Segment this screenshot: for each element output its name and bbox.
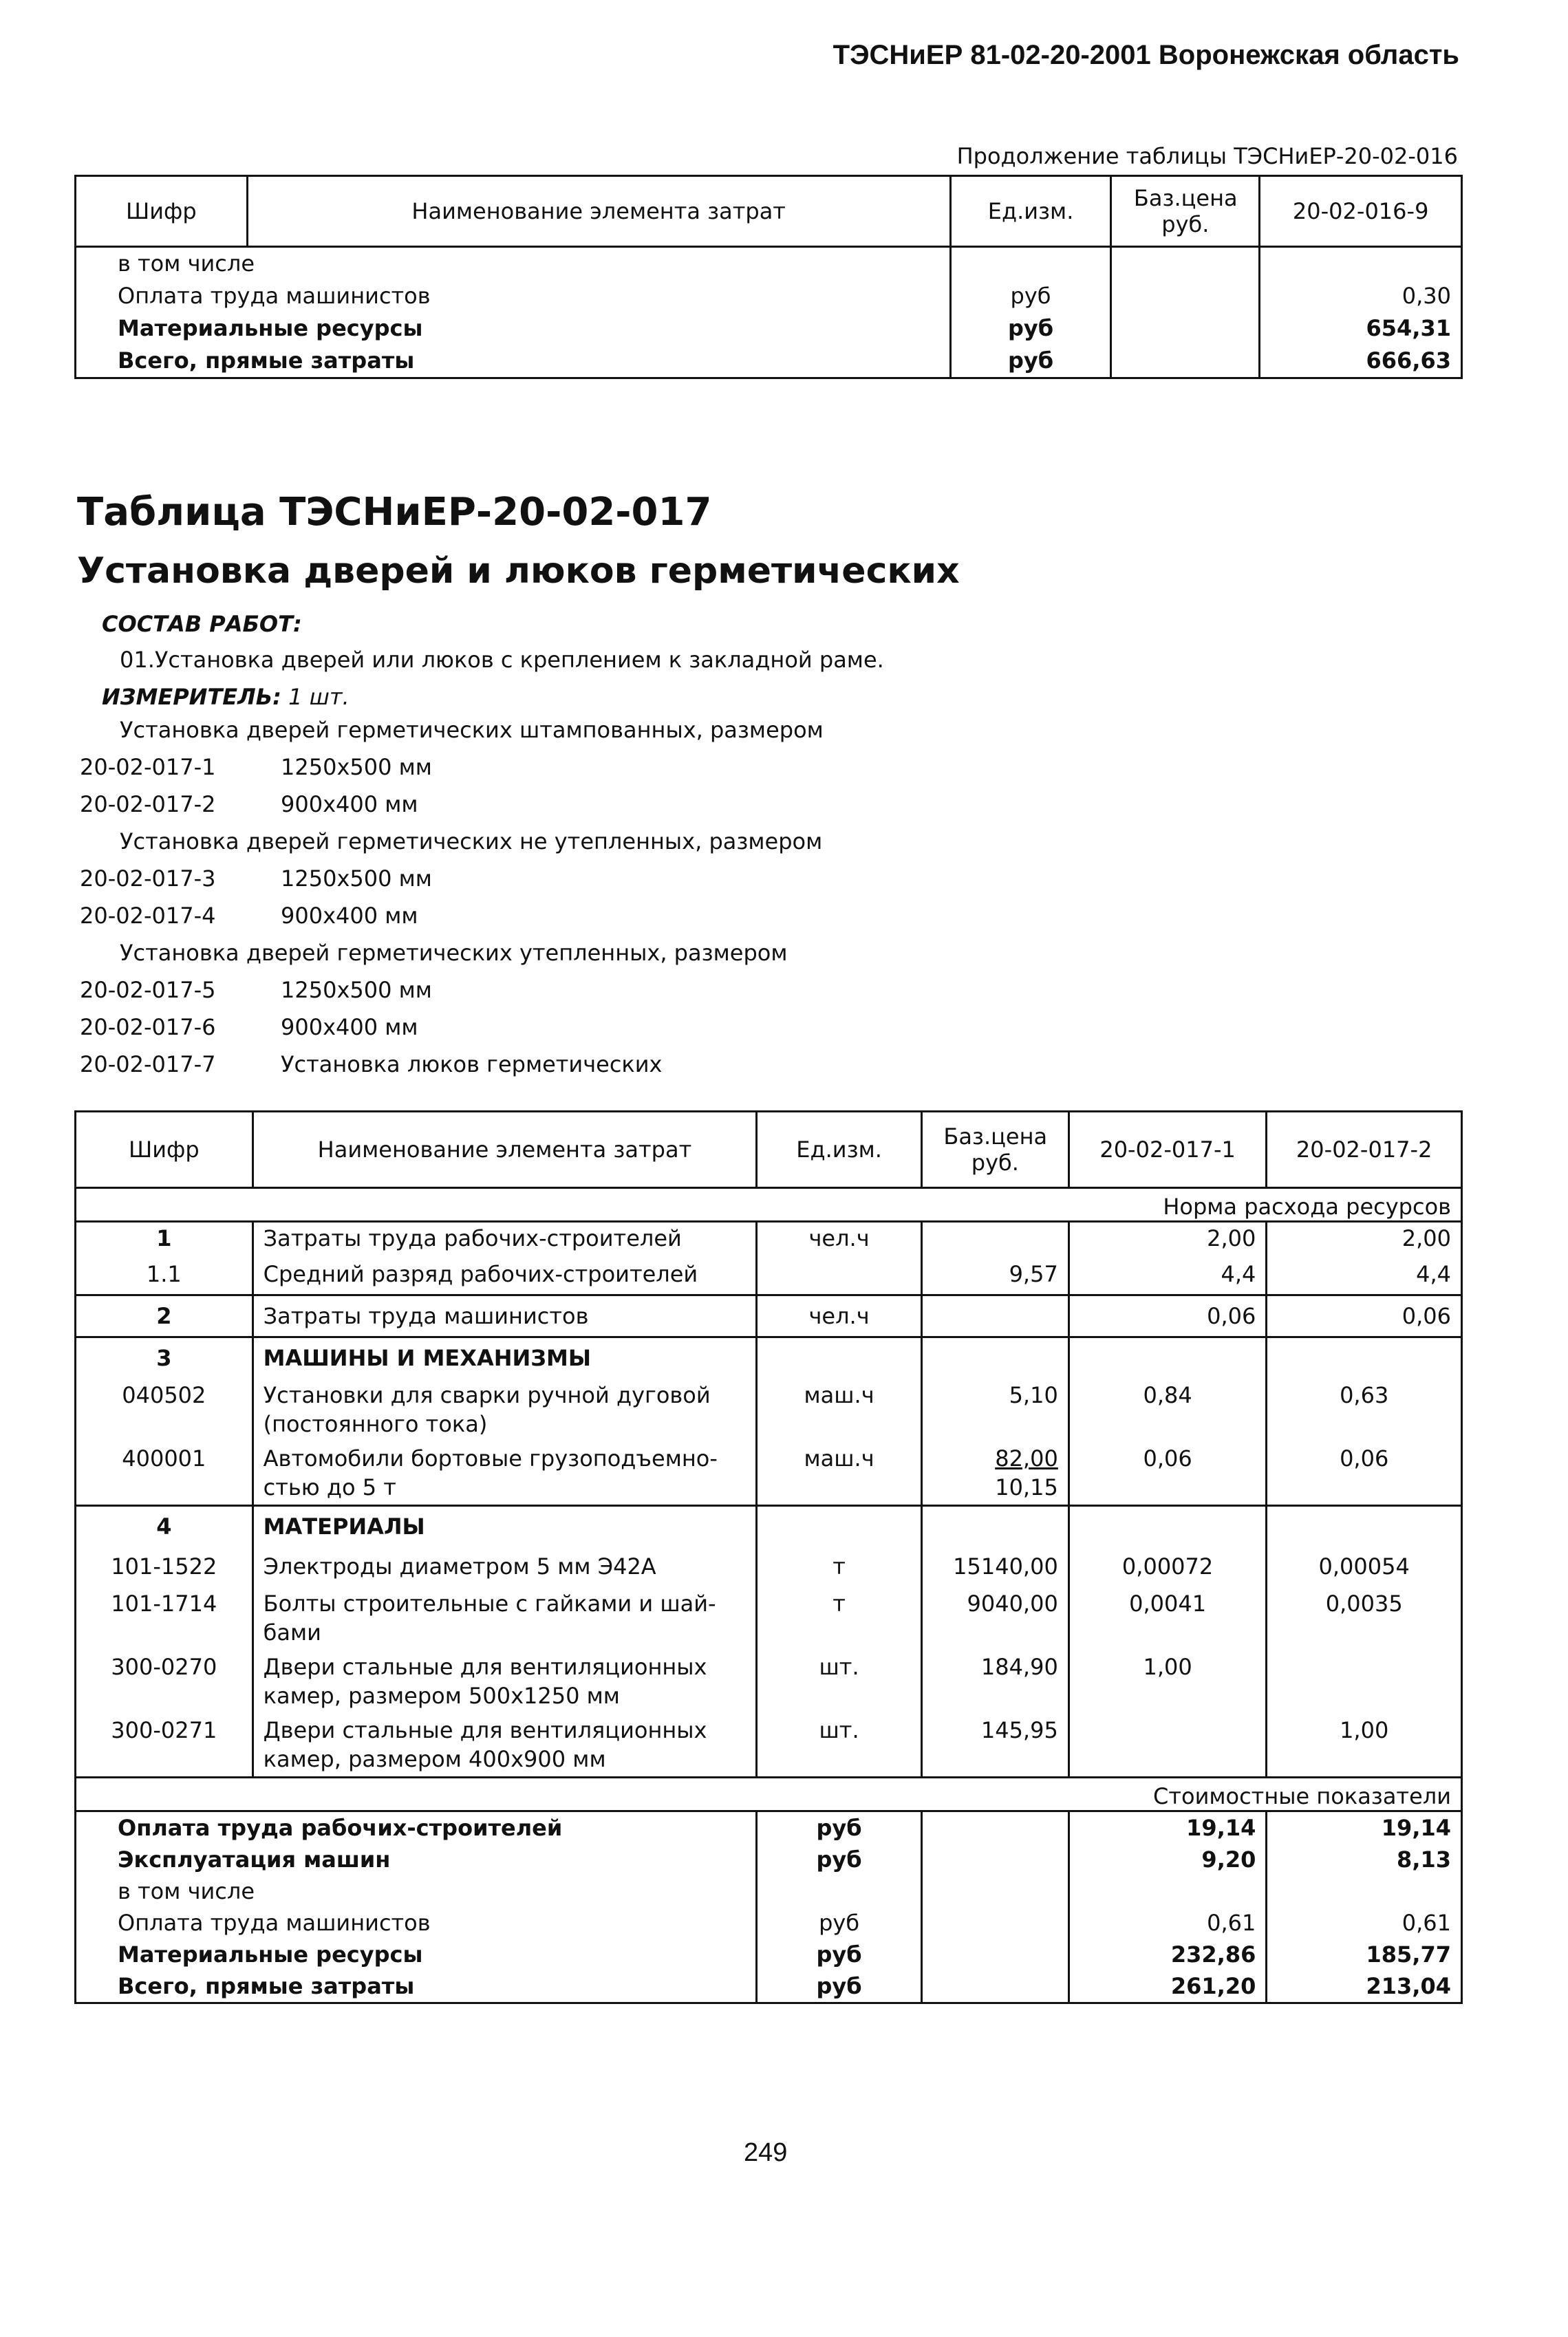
value-cell: 0,0035 (1267, 1586, 1462, 1650)
price-cell: 9,57 (921, 1254, 1068, 1295)
code-cell: 040502 (76, 1378, 253, 1441)
value-cell: 1,00 (1267, 1713, 1462, 1778)
unit-cell: маш.ч (757, 1441, 922, 1506)
work-composition-label: СОСТАВ РАБОТ: (102, 611, 302, 637)
measure-line (102, 684, 350, 710)
section-label: Норма расхода ресурсов (76, 1188, 1462, 1222)
section-row (76, 1188, 1462, 1222)
price-cell: 184,90 (921, 1650, 1068, 1713)
code-desc: 1250х500 мм (281, 977, 432, 1003)
name-cell (253, 1378, 757, 1441)
table-row (76, 1907, 1462, 1939)
code-line (80, 903, 418, 929)
value-cell: 0,63 (1267, 1378, 1462, 1441)
name-cell: МАШИНЫ И МЕХАНИЗМЫ (253, 1337, 757, 1379)
code-line (80, 865, 432, 892)
unit-cell (757, 1875, 922, 1907)
name-line: камер, размером 400х900 мм (263, 1746, 606, 1772)
column-header: Шифр (76, 176, 248, 247)
group-heading: Установка дверей герметических штампованных, размером (120, 717, 824, 743)
price-cell (921, 1222, 1068, 1255)
name-cell (253, 1441, 757, 1506)
group-heading: Установка дверей герметических утепленных, размером (120, 940, 788, 966)
code-cell: 1 (76, 1222, 253, 1255)
table-row (76, 1547, 1462, 1586)
value-cell (1068, 1875, 1267, 1907)
column-header: Ед.изм. (950, 176, 1111, 247)
price-cell (921, 1441, 1068, 1506)
table-header-row (76, 176, 1462, 247)
table-row (76, 247, 1462, 281)
unit-cell: шт. (757, 1713, 922, 1778)
price-cell (921, 1295, 1068, 1337)
unit-cell: маш.ч (757, 1378, 922, 1441)
cost-name: Всего, прямые затраты (76, 1970, 757, 2003)
code-desc: 1250х500 мм (281, 754, 432, 780)
code: 20-02-017-7 (80, 1051, 216, 1077)
code-cell: 4 (76, 1506, 253, 1547)
value-cell: 4,4 (1068, 1254, 1267, 1295)
column-header: 20-02-017-2 (1267, 1112, 1462, 1188)
table-header-row (76, 1112, 1462, 1188)
value-cell: 0,06 (1267, 1441, 1462, 1506)
name-cell (253, 1586, 757, 1650)
table-title: Таблица ТЭСНиЕР-20-02-017 (77, 490, 712, 535)
code-line (80, 977, 432, 1003)
price-line: 10,15 (995, 1474, 1058, 1500)
value-cell: 0,30 (1260, 280, 1462, 312)
cost-name: Материальные ресурсы (76, 1939, 757, 1970)
value-cell: 0,00072 (1068, 1547, 1267, 1586)
name-line: Двери стальные для вентиляционных (263, 1717, 707, 1743)
value-cell: 185,77 (1267, 1939, 1462, 1970)
unit-cell: руб (757, 1811, 922, 1844)
name-cell: МАТЕРИАЛЫ (253, 1506, 757, 1547)
value-cell: 654,31 (1260, 312, 1462, 345)
value-cell: 0,61 (1068, 1907, 1267, 1939)
value-cell: 1,00 (1068, 1650, 1267, 1713)
value-cell: 2,00 (1267, 1222, 1462, 1255)
table-row (76, 1295, 1462, 1337)
unit-cell (950, 247, 1111, 281)
cost-name: Оплата труда рабочих-строителей (76, 1811, 757, 1844)
table-row (76, 280, 1462, 312)
cost-name: в том числе (76, 247, 951, 281)
cost-name: Оплата труда машинистов (76, 1907, 757, 1939)
table-row (76, 1939, 1462, 1970)
value-cell: 213,04 (1267, 1970, 1462, 2003)
unit-cell: руб (757, 1939, 922, 1970)
value-cell: 19,14 (1267, 1811, 1462, 1844)
work-item: 01.Установка дверей или люков с креплением к закладной раме. (120, 647, 884, 673)
column-header: Наименование элемента затрат (247, 176, 950, 247)
code: 20-02-017-5 (80, 977, 216, 1003)
value-cell: 0,0041 (1068, 1586, 1267, 1650)
column-header: Шифр (76, 1112, 253, 1188)
code: 20-02-017-4 (80, 903, 216, 929)
code-cell: 300-0271 (76, 1713, 253, 1778)
price-cell (1111, 345, 1260, 378)
cost-name: Эксплуатация машин (76, 1844, 757, 1875)
name-cell (253, 1650, 757, 1713)
cost-name: Материальные ресурсы (76, 312, 951, 345)
section-row (76, 1778, 1462, 1811)
table-row (76, 1254, 1462, 1295)
table-subtitle: Установка дверей и люков герметических (77, 550, 960, 592)
column-header: Наименование элемента затрат (253, 1112, 757, 1188)
price-line: 82,00 (995, 1445, 1058, 1472)
name-line: Болты строительные с гайками и шай- (263, 1591, 716, 1617)
unit-cell: руб (757, 1907, 922, 1939)
column-header-text: Баз.цена руб. (1133, 185, 1238, 237)
table-row (76, 1650, 1462, 1713)
cost-name: в том числе (76, 1875, 757, 1907)
price-cell: 145,95 (921, 1713, 1068, 1778)
code: 20-02-017-3 (80, 865, 216, 892)
value-cell (1267, 1875, 1462, 1907)
value-cell: 4,4 (1267, 1254, 1462, 1295)
unit-cell: руб (950, 280, 1111, 312)
measure-value: 1 шт. (288, 684, 350, 710)
unit-cell (757, 1254, 922, 1295)
table-row (76, 1506, 1462, 1547)
code: 20-02-017-6 (80, 1014, 216, 1040)
code-desc: 900х400 мм (281, 1014, 418, 1040)
name-line: бами (263, 1619, 321, 1646)
value-cell: 261,20 (1068, 1970, 1267, 2003)
name-line: Установки для сварки ручной дуговой (263, 1382, 711, 1408)
unit-cell: шт. (757, 1650, 922, 1713)
name-line: Автомобили бортовые грузоподъемно- (263, 1445, 718, 1472)
value-cell: 2,00 (1068, 1222, 1267, 1255)
code-line (80, 791, 418, 817)
cost-name: Всего, прямые затраты (76, 345, 951, 378)
unit-cell: руб (950, 345, 1111, 378)
price-cell: 5,10 (921, 1378, 1068, 1441)
code-desc: Установка люков герметических (281, 1051, 663, 1077)
code-cell: 101-1522 (76, 1547, 253, 1586)
table-row (76, 1811, 1462, 1844)
code-cell: 300-0270 (76, 1650, 253, 1713)
table-row (76, 1970, 1462, 2003)
table-row (76, 312, 1462, 345)
price-cell: 15140,00 (921, 1547, 1068, 1586)
value-cell: 0,61 (1267, 1907, 1462, 1939)
value-cell: 0,84 (1068, 1378, 1267, 1441)
group-heading: Установка дверей герметических не утепленных, размером (120, 828, 823, 854)
cost-name: Оплата труда машинистов (76, 280, 951, 312)
continuation-note: Продолжение таблицы ТЭСНиЕР-20-02-016 (956, 143, 1458, 169)
value-cell: 0,00054 (1267, 1547, 1462, 1586)
table-row (76, 1586, 1462, 1650)
code: 20-02-017-1 (80, 754, 216, 780)
price-cell (1111, 312, 1260, 345)
table-continuation (74, 175, 1463, 379)
table-row (76, 1337, 1462, 1379)
value-cell: 666,63 (1260, 345, 1462, 378)
unit-cell: руб (757, 1844, 922, 1875)
name-cell: Электроды диаметром 5 мм Э42А (253, 1547, 757, 1586)
table-row (76, 1378, 1462, 1441)
resource-table (74, 1110, 1463, 2004)
table-row (76, 1441, 1462, 1506)
code-line (80, 1014, 418, 1040)
value-cell: 0,06 (1068, 1295, 1267, 1337)
unit-cell: чел.ч (757, 1222, 922, 1255)
code-cell: 400001 (76, 1441, 253, 1506)
price-cell (1111, 247, 1260, 281)
column-header: 20-02-017-1 (1068, 1112, 1267, 1188)
name-line: Двери стальные для вентиляционных (263, 1654, 707, 1680)
code-desc: 900х400 мм (281, 903, 418, 929)
column-header: 20-02-016-9 (1260, 176, 1462, 247)
name-cell: Средний разряд рабочих-строителей (253, 1254, 757, 1295)
code-cell: 101-1714 (76, 1586, 253, 1650)
code-cell: 1.1 (76, 1254, 253, 1295)
code-line (80, 1051, 662, 1077)
table-row (76, 1844, 1462, 1875)
measure-label: ИЗМЕРИТЕЛЬ: (102, 684, 281, 710)
code-line (80, 754, 432, 780)
value-cell: 8,13 (1267, 1844, 1462, 1875)
value-cell: 0,06 (1068, 1441, 1267, 1506)
value-cell (1267, 1650, 1462, 1713)
column-header: Ед.изм. (757, 1112, 922, 1188)
code-cell: 3 (76, 1337, 253, 1379)
name-line: (постоянного тока) (263, 1411, 488, 1437)
column-header (921, 1112, 1068, 1188)
column-header (1111, 176, 1260, 247)
unit-cell: руб (757, 1970, 922, 2003)
code-desc: 900х400 мм (281, 791, 418, 817)
price-cell (1111, 280, 1260, 312)
column-header-text: Баз.цена руб. (943, 1123, 1048, 1176)
section-label: Стоимостные показатели (76, 1778, 1462, 1811)
code-desc: 1250х500 мм (281, 865, 432, 892)
unit-cell: руб (950, 312, 1111, 345)
code-cell: 2 (76, 1295, 253, 1337)
table-row (76, 1875, 1462, 1907)
table-row (76, 1222, 1462, 1255)
name-cell (253, 1713, 757, 1778)
value-cell: 9,20 (1068, 1844, 1267, 1875)
table-row (76, 345, 1462, 378)
table-row (76, 1713, 1462, 1778)
code: 20-02-017-2 (80, 791, 216, 817)
name-cell: Затраты труда рабочих-строителей (253, 1222, 757, 1255)
name-line: камер, размером 500х1250 мм (263, 1683, 620, 1709)
price-cell: 9040,00 (921, 1586, 1068, 1650)
name-line: стью до 5 т (263, 1474, 396, 1500)
value-cell: 19,14 (1068, 1811, 1267, 1844)
value-cell (1260, 247, 1462, 281)
value-cell: 0,06 (1267, 1295, 1462, 1337)
name-cell: Затраты труда машинистов (253, 1295, 757, 1337)
unit-cell: т (757, 1547, 922, 1586)
running-header: ТЭСНиЕР 81-02-20-2001 Воронежская область (833, 40, 1459, 70)
unit-cell: т (757, 1586, 922, 1650)
page-number: 249 (744, 2138, 788, 2167)
value-cell (1068, 1713, 1267, 1778)
unit-cell: чел.ч (757, 1295, 922, 1337)
value-cell: 232,86 (1068, 1939, 1267, 1970)
